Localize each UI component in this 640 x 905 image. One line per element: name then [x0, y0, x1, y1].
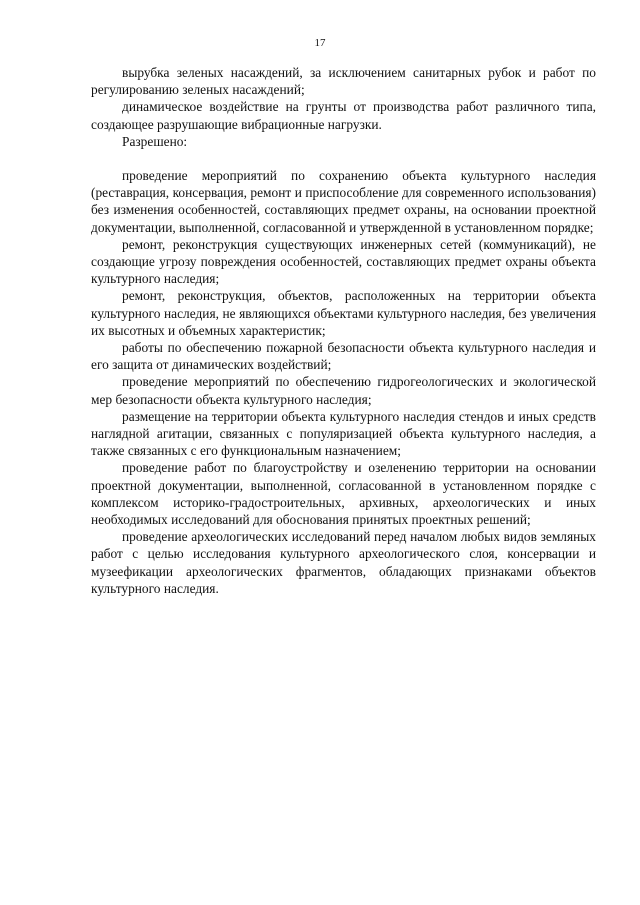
allowed-stands-placement: размещение на территории объекта культурного наследия стендов и иных средств наглядной агитации, связанных с популяризацией объекта культурного наследия, а также связанных с его функциональным назначением;	[91, 408, 596, 459]
page-number: 17	[314, 37, 326, 49]
allowed-heading: Разрешено:	[122, 133, 188, 149]
prohibition-dynamic-impact: динамическое воздействие на грунты от производства работ различного типа, создающее разрушающие вибрационные нагрузки.	[91, 99, 596, 132]
allowed-landscaping: проведение работ по благоустройству и озеленению территории на основании проектной документации, выполненной, согласованной в установленном порядке с комплексом историко-градостроительных, архивных, археологических и иных необходимых исследований для обоснования принятых проектных решений;	[91, 460, 596, 528]
prohibition-tree-felling: вырубка зеленых насаждений, за исключением санитарных рубок и работ по регулированию зеленых насаждений;	[91, 65, 596, 98]
allowed-hydrogeological-measures: проведение мероприятий по обеспечению гидрогеологических и экологической мер безопасности объекта культурного наследия;	[91, 374, 596, 407]
allowed-fire-safety: работы по обеспечению пожарной безопасности объекта культурного наследия и его защита от динамических воздействий;	[91, 340, 596, 373]
allowed-network-repair: ремонт, реконструкция существующих инженерных сетей (коммуникаций), не создающие угрозу повреждения особенностей, составляющих предмет охраны объекта культурного наследия;	[91, 236, 596, 287]
allowed-preservation-measures: проведение мероприятий по сохранению объекта культурного наследия (реставрация, консервация, ремонт и приспособление для современного использования) без изменения особенностей, составляющих предмет охраны, на основании проектной документации, выполненной, согласованной и утвержденной в установленном порядке;	[91, 168, 596, 235]
document-body	[91, 64, 596, 597]
allowed-archaeological-research: проведение археологических исследований перед началом любых видов земляных работ с целью исследования культурного археологического слоя, консервации и музеефикации археологических фрагментов, обладающих признаками объектов культурного наследия.	[91, 529, 596, 596]
allowed-object-repair: ремонт, реконструкция, объектов, расположенных на территории объекта культурного наследия, не являющихся объектами культурного наследия, без увеличения их высотных и объемных характеристик;	[91, 288, 596, 338]
